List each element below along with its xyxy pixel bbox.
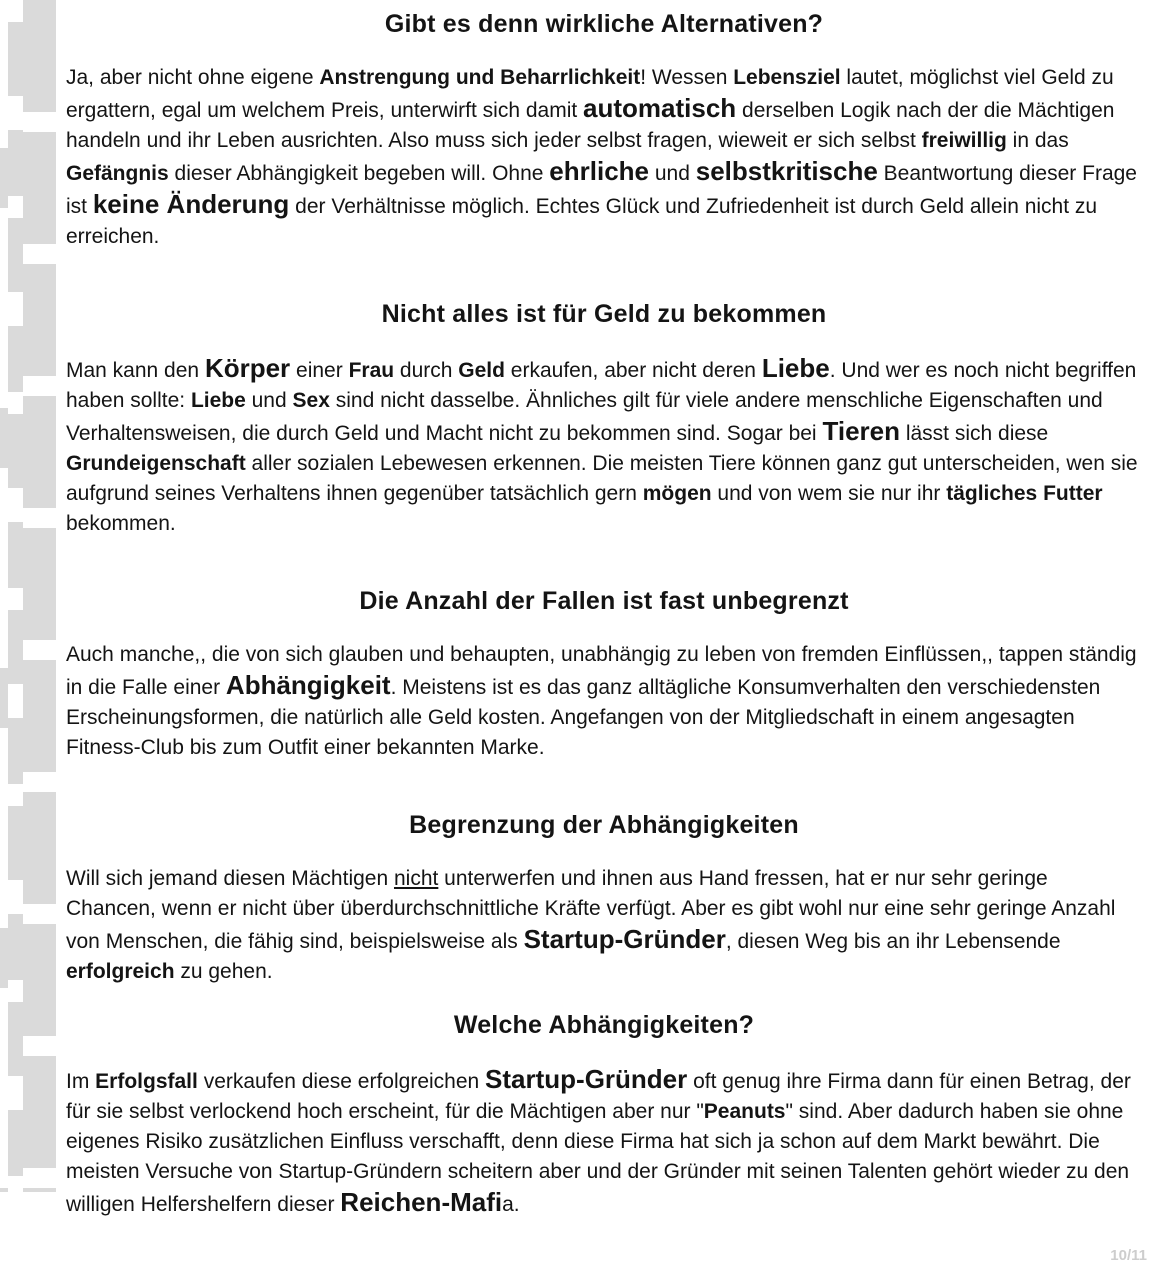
- section-heading: Begrenzung der Abhängigkeiten: [409, 811, 799, 839]
- text-segment: Tieren: [822, 416, 900, 446]
- text-segment: Ja, aber nicht ohne eigene: [66, 66, 320, 89]
- text-segment: einer: [290, 359, 349, 382]
- scan-edge-artifact: [0, 0, 58, 1192]
- document-section: [66, 587, 1142, 763]
- text-segment: Gefängnis: [66, 162, 169, 185]
- text-segment: Anstrengung und Beharrlichkeit: [319, 66, 641, 89]
- text-segment: selbstkritische: [695, 156, 878, 186]
- text-segment: bekommen.: [66, 512, 176, 535]
- text-segment: zu gehen.: [174, 960, 273, 983]
- text-segment: durch: [394, 359, 459, 382]
- text-segment: unterwerfen und ihnen aus Hand fressen, hat er nur sehr geringe Chancen, wenn er nicht über überdurchschnittliche Kräfte verfügt. Aber es gibt wohl nur eine sehr geringe Anzahl von Menschen, die fähig sind, beispielsweise als: [66, 867, 1116, 953]
- text-segment: Peanuts: [703, 1100, 786, 1123]
- text-segment: erkaufen, aber nicht deren: [504, 359, 762, 382]
- text-segment: lautet, möglichst viel Geld zu ergattern, egal um welchem Preis, unterwirft sich damit: [66, 66, 1114, 122]
- document-body: [66, 8, 1142, 1230]
- text-segment: Man kann den: [66, 359, 205, 382]
- text-segment: ! Wessen: [640, 66, 734, 89]
- text-segment: der Verhältnisse möglich. Echtes Glück und Zufriedenheit ist durch Geld allein nicht zu erreichen.: [66, 195, 1098, 248]
- text-segment: Liebe: [761, 353, 830, 383]
- text-segment: tägliches Futter: [946, 482, 1103, 505]
- text-segment: nicht: [393, 867, 439, 890]
- text-segment: keine Änderung: [92, 189, 290, 219]
- text-segment: lässt sich diese: [900, 422, 1049, 445]
- text-segment: Geld: [458, 359, 505, 382]
- text-segment: und von wem sie nur ihr: [711, 482, 947, 505]
- text-segment: dieser Abhängigkeit begeben will. Ohne: [168, 162, 550, 185]
- text-segment: Will sich jemand diesen Mächtigen: [66, 867, 394, 890]
- text-segment: Grundeigenschaft: [66, 452, 246, 475]
- text-segment: Liebe: [190, 389, 246, 412]
- text-segment: ehrliche: [549, 156, 650, 186]
- text-segment: Reichen-Mafi: [340, 1187, 503, 1217]
- text-segment: Frau: [348, 359, 395, 382]
- document-section: [66, 10, 1142, 252]
- text-segment: sind nicht dasselbe. Ähnliches gilt für viele andere menschliche Eigenschaften und Verhaltensweisen, die durch Geld und Macht nicht zu bekommen sind. Sogar bei: [66, 389, 1103, 445]
- paragraph: [66, 1064, 1142, 1220]
- section-heading: Nicht alles ist für Geld zu bekommen: [381, 300, 827, 328]
- text-segment: und: [245, 389, 293, 412]
- text-segment: Abhängigkeit: [225, 670, 391, 700]
- document-section: [66, 300, 1142, 539]
- page-number: 10/11: [1110, 1247, 1147, 1264]
- paragraph: [66, 353, 1142, 539]
- text-segment: automatisch: [583, 93, 737, 123]
- text-segment: Startup-Gründer: [485, 1064, 688, 1094]
- text-segment: a.: [502, 1193, 520, 1216]
- text-segment: aller sozialen Lebewesen erkennen. Die meisten Tiere können ganz gut unterscheiden, wen sie aufgrund seines Verhaltens ihnen gegenüber tatsächlich gern: [66, 452, 1138, 505]
- text-segment: Sex: [292, 389, 330, 412]
- text-segment: Startup-Gründer: [523, 924, 726, 954]
- paragraph: [66, 63, 1142, 252]
- text-segment: . Meistens ist es das ganz alltägliche Konsumverhalten den verschiedensten Erscheinungsformen, die natürlich alle Geld kosten. Angefangen von der Mitgliedschaft in einem angesagten Fitness-Club bis zum Outfit einer bekannten Marke.: [66, 676, 1101, 759]
- text-segment: verkaufen diese erfolgreichen: [197, 1070, 486, 1093]
- section-heading: Welche Abhängigkeiten?: [453, 1011, 755, 1039]
- text-segment: Beantwortung dieser Frage ist: [66, 162, 1137, 218]
- paragraph: [66, 640, 1142, 763]
- text-segment: freiwillig: [921, 129, 1007, 152]
- text-segment: Auch manche,, die von sich glauben und behaupten, unabhängig zu leben von fremden Einflüssen,, tappen ständig in die Falle einer: [66, 643, 1137, 699]
- document-section: [66, 1011, 1142, 1220]
- scan-edge-blocks-inner: [8, 0, 23, 1192]
- text-segment: " sind. Aber dadurch haben sie ohne eigenes Risiko zusätzlichen Einfluss verschafft, denn diese Firma hat sich ja schon auf dem Markt bewährt. Die meisten Versuche von Startup-Gründern scheitern aber und der Gründer mit seinen Talenten gehört wieder zu den willigen Helfershelfern dieser: [66, 1100, 1130, 1216]
- text-segment: , diesen Weg bis an ihr Lebensende: [725, 930, 1061, 953]
- section-heading: Die Anzahl der Fallen ist fast unbegrenzt: [359, 587, 849, 615]
- text-segment: Körper: [204, 353, 291, 383]
- paragraph: [66, 864, 1142, 987]
- text-segment: . Und wer es noch nicht begriffen haben sollte:: [66, 359, 1137, 412]
- section-heading: Gibt es denn wirkliche Alternativen?: [384, 10, 824, 38]
- text-segment: in das: [1006, 129, 1069, 152]
- text-segment: erfolgreich: [66, 960, 175, 983]
- text-segment: oft genug ihre Firma dann für einen Betrag, der für sie selbst verlockend hoch erscheint, für die Mächtigen aber nur ": [66, 1070, 1131, 1123]
- text-segment: und: [649, 162, 696, 185]
- text-segment: Lebensziel: [733, 66, 841, 89]
- text-segment: Erfolgsfall: [95, 1070, 198, 1093]
- text-segment: Im: [66, 1070, 96, 1093]
- document-section: [66, 811, 1142, 987]
- text-segment: mögen: [642, 482, 712, 505]
- scan-edge-blocks-outer: [0, 0, 8, 1192]
- text-segment: derselben Logik nach der die Mächtigen handeln und ihr Leben ausrichten. Also muss sich jeder selbst fragen, wieweit er sich selbst: [66, 99, 1115, 152]
- scan-edge-strip: [23, 0, 56, 1192]
